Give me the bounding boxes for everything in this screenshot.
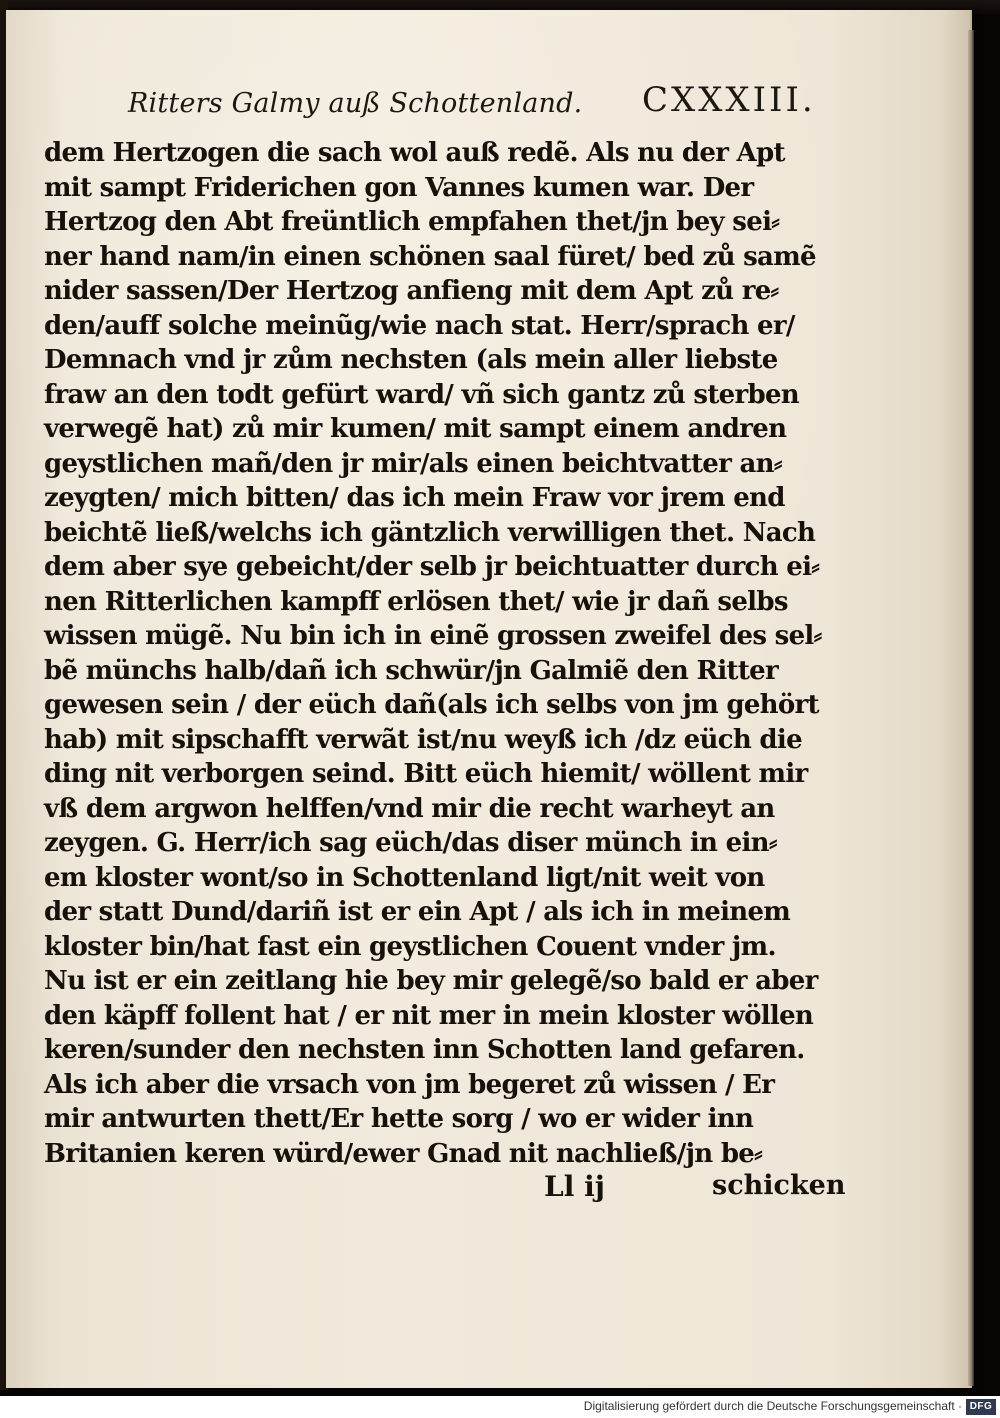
text-line: mit sampt Friderichen gon Vannes kumen war. Der — [44, 172, 754, 203]
book-page — [6, 10, 972, 1388]
text-line: vß dem argwon helffen/vnd mir die recht warheyt an — [44, 793, 775, 824]
text-line: kloster bin/hat fast ein geystlichen Couent vnder jm. — [44, 931, 776, 962]
text-line: dem aber sye gebeicht/der selb jr beichtuatter durch ei⸗ — [44, 552, 820, 582]
text-line: ner hand nam/in einen schönen saal füret/ bed zů samẽ — [44, 241, 816, 272]
page-foot — [544, 1170, 846, 1206]
body-text — [44, 136, 844, 1171]
text-line: dem Hertzogen die sach wol auß redẽ. Als nu der Apt — [44, 138, 785, 168]
text-line: geystlichen mañ/den jr mir/als einen beichtvatter an⸗ — [44, 448, 782, 479]
text-line: wissen mügẽ. Nu bin ich in einẽ grossen zweifel des sel⸗ — [44, 621, 822, 651]
text-line: der statt Dund/dariñ ist er ein Apt / als ich in meinem — [44, 897, 791, 927]
text-line: gewesen sein / der eüch dañ(als ich selbs von jm gehört — [44, 690, 819, 720]
text-line: zeygen. G. Herr/ich sag eüch/das diser münch in ein⸗ — [44, 828, 777, 858]
page-edge-shadow — [968, 30, 974, 1386]
text-line: den/auff solche meinũg/wie nach stat. Herr/sprach er/ — [44, 310, 795, 341]
text-line: nider sassen/Der Hertzog anfieng mit dem Apt zů re⸗ — [44, 276, 779, 306]
funding-credit: Digitalisierung gefördert durch die Deutsche Forschungsgemeinschaft · — [583, 1399, 962, 1413]
text-line: den käpff follent hat / er nit mer in mein kloster wöllen — [44, 1000, 814, 1031]
text-line: zeygten/ mich bitten/ das ich mein Fraw vor jrem end — [44, 483, 785, 513]
digitization-footer — [0, 1396, 1000, 1418]
text-line: beichtẽ ließ/welchs ich gäntzlich verwilligen thet. Nach — [44, 517, 816, 548]
text-line: Hertzog den Abt freüntlich empfahen thet/jn bey sei⸗ — [44, 207, 780, 237]
text-line: Demnach vnd jr zům nechsten (als mein aller liebste — [44, 345, 778, 375]
text-line: verwegẽ hat) zů mir kumen/ mit sampt einem andren — [44, 414, 787, 444]
dfg-logo-icon: DFG — [966, 1399, 996, 1415]
text-line: Nu ist er ein zeitlang hie bey mir gelegẽ/so bald er aber — [44, 966, 818, 996]
text-line: em kloster wont/so in Schottenland ligt/nit weit von — [44, 862, 765, 893]
text-line: fraw an den todt gefürt ward/ vñ sich gantz zů sterben — [44, 379, 800, 410]
running-title: Ritters Galmy auß Schottenland. — [128, 88, 583, 119]
text-line: mir antwurten thett/Er hette sorg / wo er wider inn — [44, 1104, 754, 1134]
text-line: bẽ münchs halb/dañ ich schwür/jn Galmiẽ den Ritter — [44, 655, 779, 686]
text-line: Britanien keren würd/ewer Gnad nit nachließ/jn be⸗ — [44, 1138, 763, 1169]
text-line: nen Ritterlichen kampff erlösen thet/ wie jr dañ selbs — [44, 586, 788, 617]
folio-number: CXXXIII. — [642, 80, 816, 120]
text-line: Als ich aber die vrsach von jm begeret zů wissen / Er — [44, 1069, 775, 1100]
signature-mark: Ll ij — [544, 1170, 605, 1203]
running-head — [128, 80, 828, 128]
text-line: keren/sunder den nechsten inn Schotten land gefaren. — [44, 1035, 805, 1065]
text-line: ding nit verborgen seind. Bitt eüch hiemit/ wöllent mir — [44, 759, 808, 789]
catchword: schicken — [712, 1170, 846, 1201]
text-line: hab) mit sipschafft verwãt ist/nu weyß ich /dz eüch die — [44, 724, 802, 755]
